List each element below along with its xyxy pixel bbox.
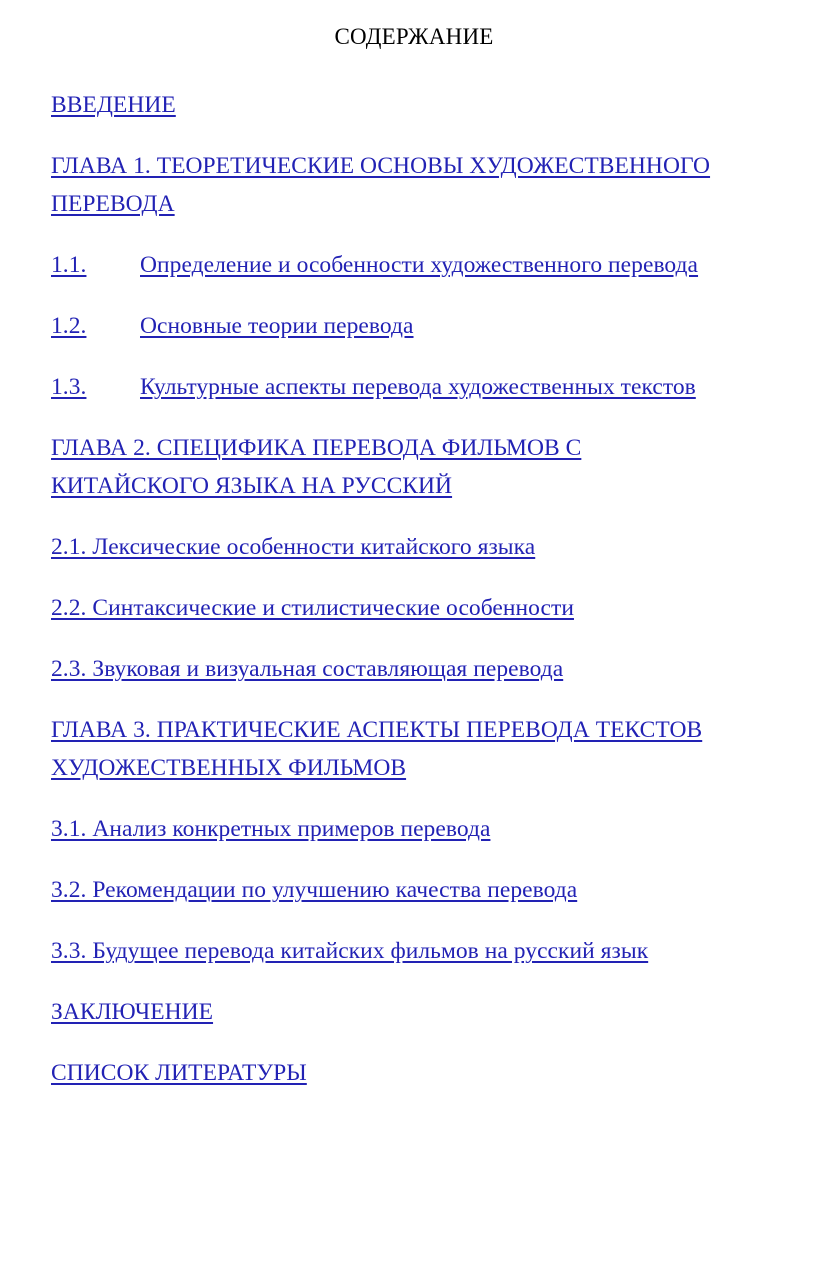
toc-link-spisok-literatury[interactable] [51, 1054, 785, 1092]
toc-entry-label: Культурные аспекты перевода художественных текстов [140, 374, 696, 400]
toc-entry-label: 2.3. Звуковая и визуальная составляющая перевода [51, 656, 564, 682]
toc-section-number-text: 1.1. [51, 252, 87, 278]
toc-link-section-1-1[interactable] [51, 246, 751, 284]
toc-link-glava-2[interactable] [51, 429, 711, 505]
toc-link-glava-3[interactable] [51, 711, 711, 787]
toc-link-zaklyuchenie[interactable] [51, 993, 785, 1031]
toc-entry-label: ЗАКЛЮЧЕНИЕ [51, 999, 214, 1025]
toc-section-number-text: 1.2. [51, 313, 87, 339]
toc-link-section-2-3[interactable] [51, 650, 785, 688]
toc-entry-label: 3.3. Будущее перевода китайских фильмов на русский язык [51, 938, 649, 964]
toc-section-number [51, 307, 140, 345]
toc-section-number-text: 1.3. [51, 374, 87, 400]
toc-section-number [51, 368, 140, 406]
toc-entry-label: Основные теории перевода [140, 313, 414, 339]
toc-link-glava-1[interactable] [51, 147, 711, 223]
toc-link-section-2-1[interactable] [51, 528, 785, 566]
toc-link-section-3-1[interactable] [51, 810, 785, 848]
toc-entry-label: ГЛАВА 2. СПЕЦИФИКА ПЕРЕВОДА ФИЛЬМОВ С КИТАЙСКОГО ЯЗЫКА НА РУССКИЙ [51, 435, 582, 499]
page-title: СОДЕРЖАНИЕ [334, 24, 494, 49]
table-of-contents [51, 86, 785, 1092]
toc-entry-label: СПИСОК ЛИТЕРАТУРЫ [51, 1060, 307, 1086]
toc-entry-label: 3.1. Анализ конкретных примеров перевода [51, 816, 491, 842]
toc-entry-label: ГЛАВА 3. ПРАКТИЧЕСКИЕ АСПЕКТЫ ПЕРЕВОДА ТЕКСТОВ ХУДОЖЕСТВЕННЫХ ФИЛЬМОВ [51, 717, 703, 781]
toc-entry-label: Определение и особенности художественного перевода [140, 252, 699, 278]
toc-entry-label: 2.2. Синтаксические и стилистические особенности [51, 595, 574, 621]
toc-link-section-1-3[interactable] [51, 368, 751, 406]
toc-link-section-3-2[interactable] [51, 871, 785, 909]
toc-entry-label: ВВЕДЕНИЕ [51, 92, 176, 118]
toc-link-section-3-3[interactable] [51, 932, 785, 970]
toc-section-number [51, 246, 140, 284]
toc-link-vvedenie[interactable] [51, 86, 785, 124]
toc-link-section-2-2[interactable] [51, 589, 785, 627]
toc-entry-label: 2.1. Лексические особенности китайского языка [51, 534, 536, 560]
toc-entry-label: 3.2. Рекомендации по улучшению качества перевода [51, 877, 578, 903]
toc-entry-label: ГЛАВА 1. ТЕОРЕТИЧЕСКИЕ ОСНОВЫ ХУДОЖЕСТВЕННОГО ПЕРЕВОДА [51, 153, 711, 217]
toc-link-section-1-2[interactable] [51, 307, 751, 345]
